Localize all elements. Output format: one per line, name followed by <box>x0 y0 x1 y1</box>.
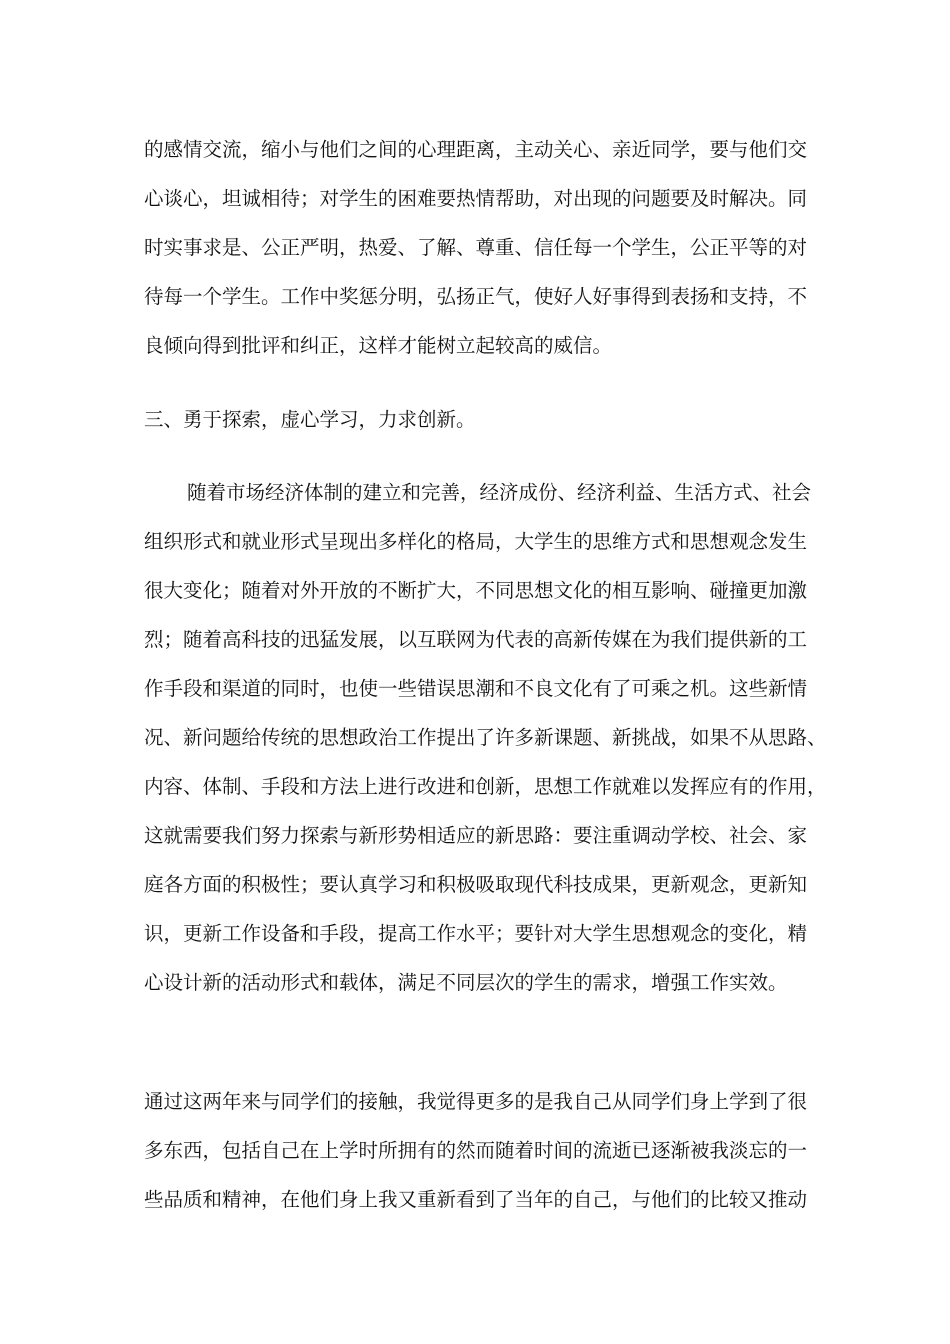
text-line: 多东西，包括自己在上学时所拥有的然而随着时间的流逝已逐渐被我淡忘的一 <box>144 1139 808 1162</box>
text-line: 心谈心，坦诚相待；对学生的困难要热情帮助，对出现的问题要及时解决。同 <box>144 187 808 210</box>
text-line: 待每一个学生。工作中奖惩分明，弘扬正气，使好人好事得到表扬和支持，不 <box>144 285 808 308</box>
text-line: 庭各方面的积极性；要认真学习和积极吸取现代科技成果，更新观念，更新知 <box>144 873 808 896</box>
text-line: 组织形式和就业形式呈现出多样化的格局，大学生的思维方式和思想观念发生 <box>144 530 808 553</box>
section-heading-text: 三、勇于探索，虚心学习，力求创新。 <box>144 408 476 431</box>
paragraph-reflection <box>144 1077 808 1224</box>
text-line: 良倾向得到批评和纠正，这样才能树立起较高的威信。 <box>144 334 613 357</box>
text-line: 时实事求是、公正严明，热爱、了解、尊重、信任每一个学生，公正平等的对 <box>144 236 808 259</box>
text-line: 些品质和精神，在他们身上我又重新看到了当年的自己，与他们的比较又推动 <box>144 1188 808 1211</box>
text-line: 通过这两年来与同学们的接触，我觉得更多的是我自己从同学们身上学到了很 <box>144 1090 808 1113</box>
text-line: 很大变化；随着对外开放的不断扩大，不同思想文化的相互影响、碰撞更加激 <box>144 579 808 602</box>
text-line: 识，更新工作设备和手段，提高工作水平；要针对大学生思想观念的变化，精 <box>144 922 808 945</box>
section-heading <box>144 395 804 444</box>
text-line: 作手段和渠道的同时，也使一些错误思潮和不良文化有了可乘之机。这些新情 <box>144 677 808 700</box>
text-line: 心设计新的活动形式和载体，满足不同层次的学生的需求，增强工作实效。 <box>144 971 788 994</box>
text-line: 况、新问题给传统的思想政治工作提出了许多新课题、新挑战，如果不从思路、 <box>144 726 827 749</box>
text-line: 这就需要我们努力探索与新形势相适应的新思路：要注重调动学校、社会、家 <box>144 824 808 847</box>
text-line-indented: 随着市场经济体制的建立和完善，经济成份、经济利益、生活方式、社会 <box>187 481 812 504</box>
paragraph-innovation <box>144 468 827 1007</box>
text-line: 的感情交流，缩小与他们之间的心理距离，主动关心、亲近同学，要与他们交 <box>144 138 808 161</box>
text-line: 烈；随着高科技的迅猛发展，以互联网为代表的高新传媒在为我们提供新的工 <box>144 628 808 651</box>
paragraph-teacher-student-relations <box>144 125 808 370</box>
text-line: 内容、体制、手段和方法上进行改进和创新，思想工作就难以发挥应有的作用， <box>144 775 827 798</box>
